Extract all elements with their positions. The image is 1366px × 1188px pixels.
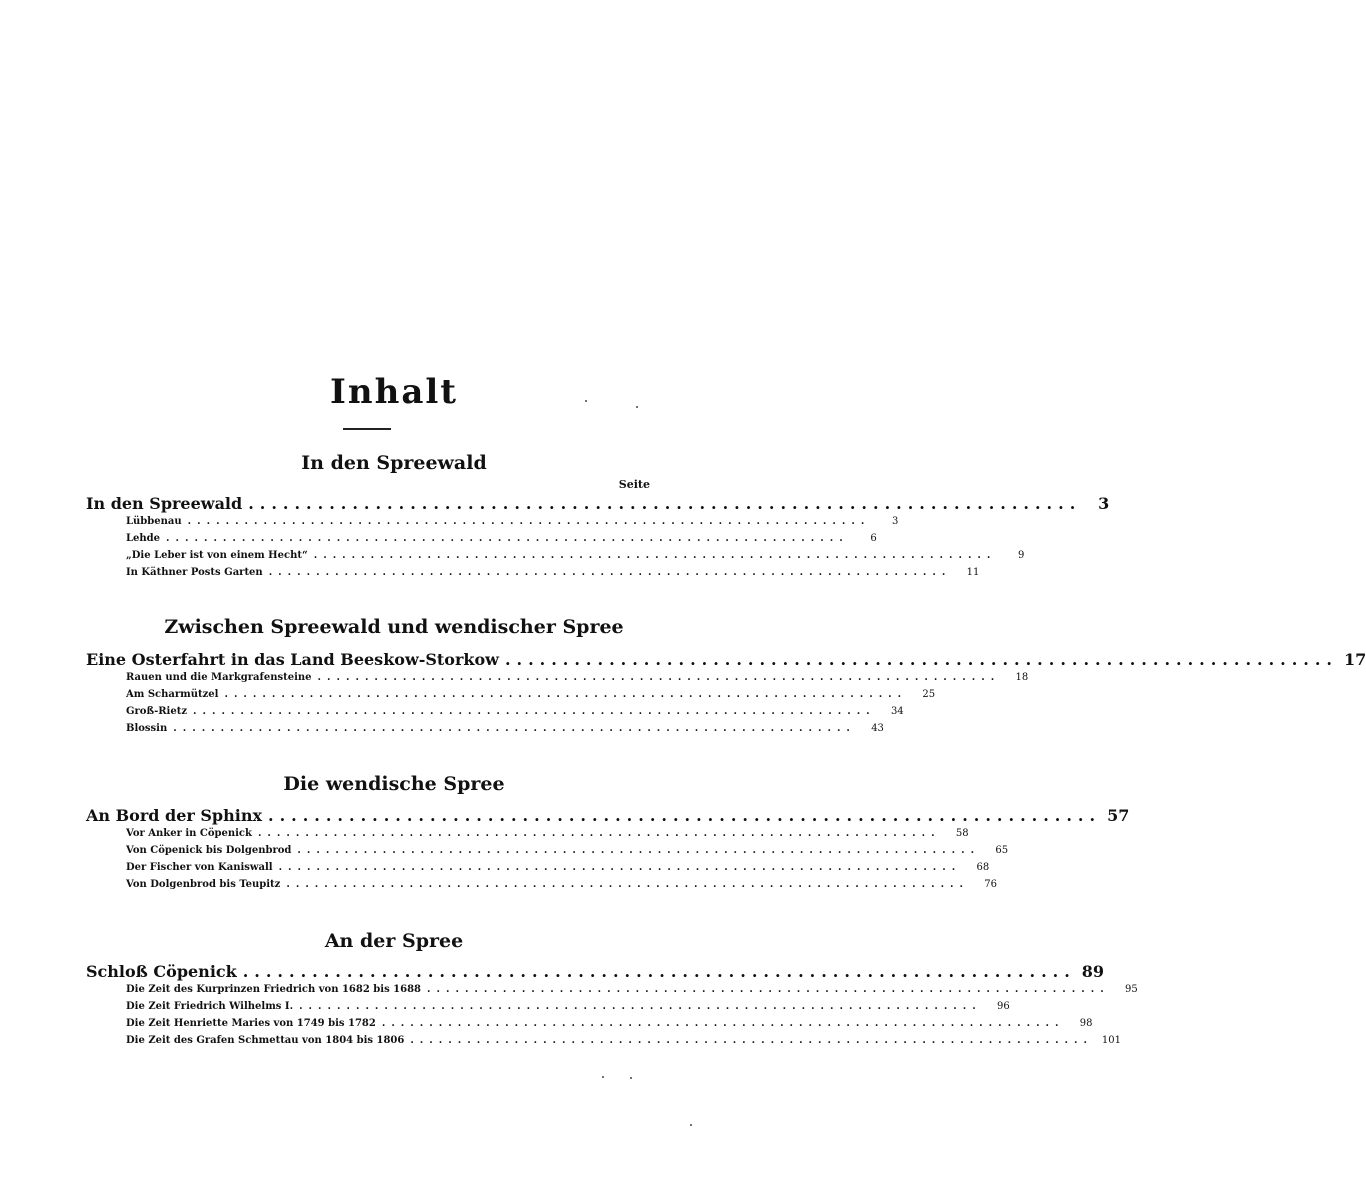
toc-subentry[interactable] [126,672,1029,688]
dot-leader: ........................................................................ [173,723,856,734]
toc-entry-label: Lehde [126,533,161,544]
dot-leader: ........................................................................ [381,1018,1065,1029]
scan-speck [602,1076,604,1078]
section-heading: In den Spreewald [301,452,487,474]
toc-subentry[interactable] [126,984,1138,1000]
toc-subentry[interactable] [126,862,990,878]
toc-entry-label: Rauen und die Markgrafensteine [126,672,312,683]
toc-entry-page: 3 [1098,494,1110,513]
section-heading: An der Spree [324,930,464,952]
toc-subentry[interactable] [126,723,884,739]
scan-speck [585,400,587,402]
dot-leader: ........................................................................ [187,516,871,527]
toc-entry-label: Eine Osterfahrt in das Land Beeskow-Storkow [86,650,499,669]
dot-leader: ........................................................................ [427,984,1110,995]
toc-subentry[interactable] [126,550,1025,566]
toc-entry-page: 65 [995,845,1009,856]
toc-entry-label: Die Zeit des Kurprinzen Friedrich von 1682 bis 1688 [126,984,422,995]
toc-subentry[interactable] [126,567,980,583]
toc-entry-label: In den Spreewald [86,494,243,513]
toc-entry-page: 3 [891,516,899,527]
page-column-header: Seite [618,478,650,491]
toc-subentry[interactable] [126,1001,1010,1017]
toc-entry-page: 76 [984,879,998,890]
toc-entry-label: In Käthner Posts Garten [126,567,263,578]
toc-subentry[interactable] [126,533,877,549]
scan-speck [690,1124,692,1126]
toc-entry-label: „Die Leber ist von einem Hecht“ [126,550,308,561]
toc-entry-label: Vor Anker in Cöpenick [126,828,252,839]
toc-entry-label: Am Scharmützel [126,689,219,700]
toc-subentry[interactable] [126,706,904,722]
dot-leader: ........................................................................ [313,550,997,561]
toc-subentry[interactable] [126,689,936,705]
toc-entry-page: 98 [1079,1018,1093,1029]
toc-entry[interactable] [86,962,1105,984]
page-title: Inhalt [330,372,458,412]
scan-speck [636,406,638,408]
dot-leader: ........................................................................ [242,962,1076,981]
toc-entry-page: 25 [922,689,936,700]
dot-leader: ........................................................................ [504,650,1338,669]
toc-entry-page: 43 [871,723,884,734]
toc-entry-page: 101 [1101,1035,1121,1046]
dot-leader: ........................................................................ [299,1001,982,1012]
toc-entry-page: 89 [1081,962,1105,981]
dot-leader: ........................................................................ [193,706,876,717]
toc-entry[interactable] [86,806,1130,828]
toc-entry-label: Lübbenau [126,516,182,527]
dot-leader: ........................................................................ [166,533,849,544]
dot-leader: ........................................................................ [268,567,952,578]
toc-entry-page: 11 [966,567,980,578]
toc-entry-label: Schloß Cöpenick [86,962,237,981]
toc-entry-page: 17 [1344,650,1366,669]
scan-speck [630,1077,632,1079]
toc-entry-page: 58 [955,828,969,839]
toc-entry[interactable] [86,650,1366,672]
section-heading: Die wendische Spree [283,773,505,795]
toc-entry-label: Die Zeit Friedrich Wilhelms I. [126,1001,294,1012]
toc-entry-page: 6 [870,533,877,544]
toc-entry-page: 68 [976,862,990,873]
toc-entry-label: Der Fischer von Kaniswall [126,862,273,873]
toc-entry-label: Groß-Rietz [126,706,187,717]
dot-leader: ........................................................................ [257,828,941,839]
dot-leader: ........................................................................ [248,494,1082,513]
toc-entry-label: Die Zeit Henriette Maries von 1749 bis 1782 [126,1018,376,1029]
toc-subentry[interactable] [126,845,1009,861]
dot-leader: ........................................................................ [224,689,908,700]
toc-entry-page: 9 [1018,550,1025,561]
toc-entry-page: 18 [1015,672,1029,683]
dot-leader: ........................................................................ [268,806,1102,825]
toc-entry-label: An Bord der Sphinx [86,806,262,825]
toc-entry-label: Die Zeit des Grafen Schmettau von 1804 bis 1806 [126,1035,405,1046]
section-heading: Zwischen Spreewald und wendischer Spree [164,616,624,638]
toc-entry-page: 95 [1124,984,1138,995]
toc-subentry[interactable] [126,879,998,895]
toc-subentry[interactable] [126,1035,1121,1051]
dot-leader: ........................................................................ [317,672,1001,683]
toc-subentry[interactable] [126,828,969,844]
toc-entry-page: 96 [997,1001,1010,1012]
toc-entry[interactable] [86,494,1110,516]
toc-entry-page: 34 [890,706,904,717]
toc-subentry[interactable] [126,516,899,532]
title-divider [343,428,391,430]
toc-entry-label: Von Dolgenbrod bis Teupitz [126,879,281,890]
toc-entry-page: 57 [1107,806,1130,825]
dot-leader: ........................................................................ [278,862,962,873]
dot-leader: ........................................................................ [297,845,981,856]
toc-entry-label: Blossin [126,723,168,734]
dot-leader: ........................................................................ [286,879,970,890]
toc-entry-label: Von Cöpenick bis Dolgenbrod [126,845,292,856]
toc-subentry[interactable] [126,1018,1093,1034]
dot-leader: ........................................................................ [410,1035,1093,1046]
